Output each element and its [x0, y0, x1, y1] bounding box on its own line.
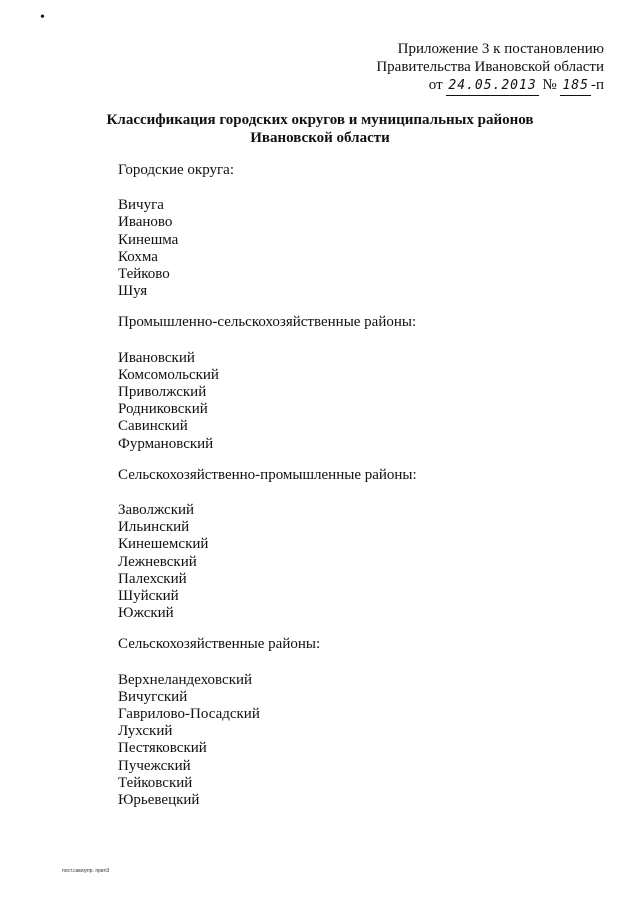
list-item: Вичуга — [118, 197, 164, 214]
list-item: Юрьевецкий — [118, 792, 200, 809]
sections-container — [118, 162, 417, 823]
list-item: Приволжский — [118, 384, 207, 401]
district-section — [118, 162, 417, 300]
list-item: Ильинский — [118, 519, 190, 536]
list-item: Пучежский — [118, 757, 191, 774]
district-section — [118, 314, 417, 452]
district-list — [118, 350, 417, 453]
appendix-line-3: от 24.05.2013 № 185 -п — [376, 76, 604, 96]
list-item: Тейковский — [118, 774, 193, 791]
district-list — [118, 502, 417, 622]
list-item: Южский — [118, 605, 174, 622]
handwritten-date: 24.05.2013 — [446, 77, 538, 96]
file-name-footer: пост.самоупр. прил3 — [62, 868, 110, 874]
list-item: Родниковский — [118, 401, 208, 418]
section-heading: Сельскохозяйственно-промышленные районы: — [118, 466, 417, 483]
list-item: Вичугский — [118, 688, 188, 705]
district-list — [118, 672, 417, 810]
appendix-header — [376, 40, 604, 96]
list-item: Заволжский — [118, 502, 195, 519]
list-item: Шуя — [118, 283, 148, 300]
list-item: Савинский — [118, 418, 188, 435]
stray-mark: • — [40, 10, 45, 25]
section-heading: Городские округа: — [118, 162, 235, 178]
list-item: Гаврилово-Посадский — [118, 706, 260, 723]
section-heading: Промышленно-сельскохозяйственные районы: — [118, 314, 417, 331]
appendix-line-2: Правительства Ивановской области — [376, 59, 604, 75]
list-item: Кинешемский — [118, 536, 209, 553]
document-title: Классификация городских округов и муниципальных районов Ивановской области — [106, 112, 534, 146]
list-item: Шуйский — [118, 588, 179, 605]
list-item: Тейково — [118, 266, 170, 283]
list-item: Ивановский — [118, 349, 195, 366]
list-item: Иваново — [118, 214, 173, 231]
handwritten-number: 185 — [560, 77, 590, 96]
list-item: Комсомольский — [118, 366, 219, 383]
district-section — [118, 467, 417, 623]
district-list — [118, 197, 417, 300]
list-item: Пестяковский — [118, 740, 207, 757]
district-section — [118, 636, 417, 809]
list-item: Верхнеландеховский — [118, 671, 253, 688]
appendix-line-1: Приложение 3 к постановлению — [397, 41, 604, 57]
list-item: Лухский — [118, 723, 173, 740]
list-item: Лежневский — [118, 553, 197, 570]
list-item: Фурмановский — [118, 435, 214, 452]
list-item: Кинешма — [118, 231, 179, 248]
list-item: Кохма — [118, 248, 158, 265]
section-heading: Сельскохозяйственные районы: — [118, 636, 321, 653]
list-item: Палехский — [118, 570, 187, 587]
